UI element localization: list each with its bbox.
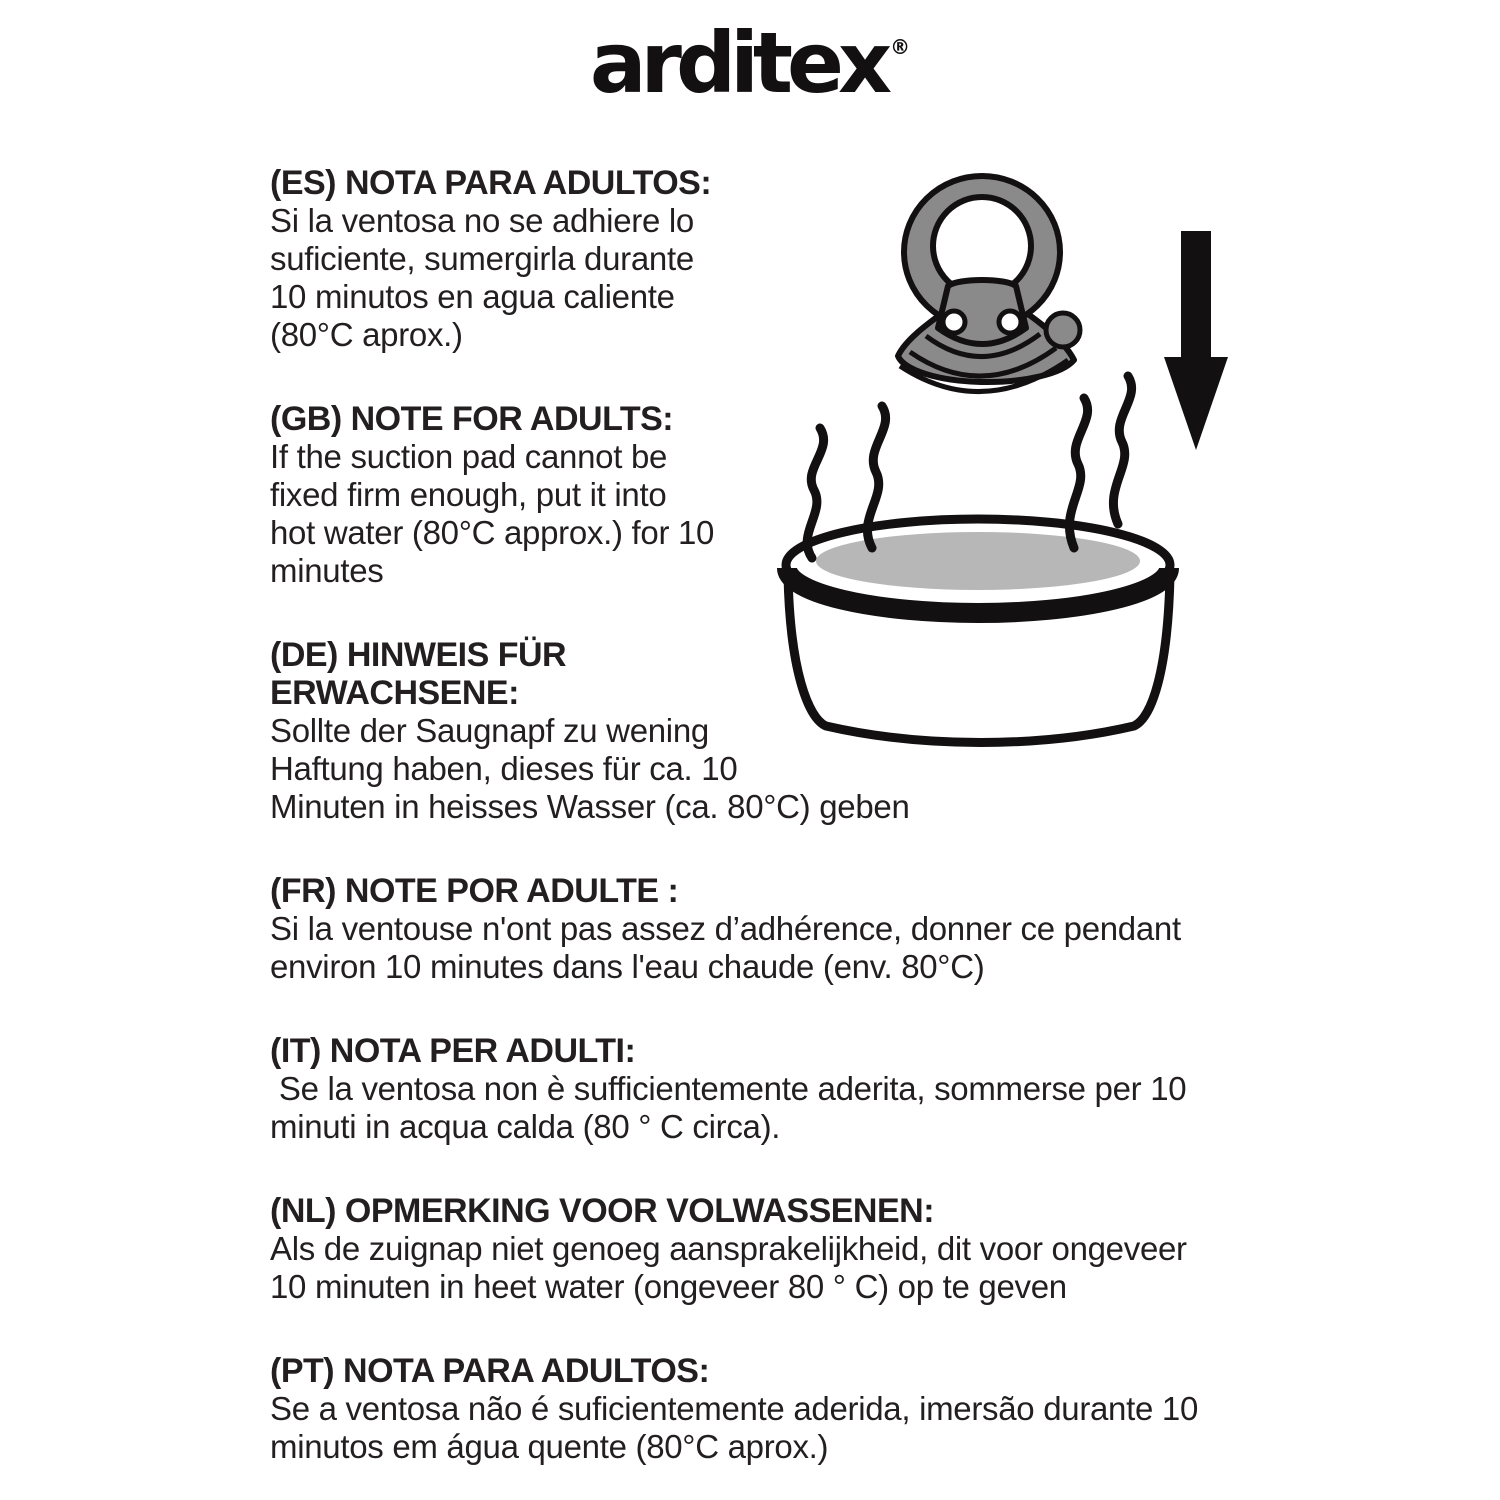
note-heading-line: (ES) NOTA PARA ADULTOS: — [270, 164, 712, 202]
pot-icon — [786, 519, 1170, 743]
note-section-pt — [270, 1352, 1285, 1466]
note-heading-line: (GB) NOTE FOR ADULTS: — [270, 400, 674, 438]
brand-logo — [0, 14, 1500, 112]
suction-cup-icon — [898, 176, 1080, 392]
note-body-line: hot water (80°C approx.) for 10 — [270, 514, 715, 551]
note-body-line: fixed firm enough, put it into — [270, 476, 667, 513]
note-section-fr — [270, 872, 1285, 986]
note-heading-line: ERWACHSENE: — [270, 674, 519, 712]
note-body-line: minutes — [270, 552, 384, 589]
note-body-line: Als de zuignap niet genoeg aansprakelijkheid, dit voor ongeveer — [270, 1230, 1187, 1267]
note-body-line: Minuten in heisses Wasser (ca. 80°C) geben — [270, 788, 910, 825]
note-body-line: Si la ventosa no se adhiere lo — [270, 202, 694, 239]
note-heading-line: (FR) NOTE POR ADULTE : — [270, 872, 679, 910]
note-body-line: If the suction pad cannot be — [270, 438, 668, 475]
down-arrow-icon — [1164, 231, 1228, 450]
note-body-line: suficiente, sumergirla durante — [270, 240, 694, 277]
note-body-line: Sollte der Saugnapf zu wening — [270, 712, 709, 749]
hot-water-instruction-illustration — [750, 150, 1280, 760]
note-body-line: Se la ventosa non è sufficientemente aderita, sommerse per 10 — [270, 1070, 1187, 1107]
note-body-line: environ 10 minutes dans l'eau chaude (env. 80°C) — [270, 948, 985, 985]
note-heading-line: (NL) OPMERKING VOOR VOLWASSENEN: — [270, 1192, 935, 1230]
note-heading-line: (IT) NOTA PER ADULTI: — [270, 1032, 636, 1070]
brand-logo-text: arditex — [589, 14, 887, 112]
note-body-line: minuti in acqua calda (80 ° C circa). — [270, 1108, 781, 1145]
note-heading-line: (DE) HINWEIS FÜR — [270, 636, 567, 674]
note-body-line: 10 minuten in heet water (ongeveer 80 ° C) op te geven — [270, 1268, 1067, 1305]
note-section-nl — [270, 1192, 1285, 1306]
note-body-line: Si la ventouse n'ont pas assez d’adhérence, donner ce pendant — [270, 910, 1181, 947]
note-body-line: 10 minutos en agua caliente — [270, 278, 675, 315]
note-body-line: minutos em água quente (80°C aprox.) — [270, 1428, 829, 1465]
note-heading-line: (PT) NOTA PARA ADULTOS: — [270, 1352, 710, 1390]
note-body-line: (80°C aprox.) — [270, 316, 463, 353]
note-section-it — [270, 1032, 1285, 1146]
registered-trademark-icon: ® — [890, 35, 911, 59]
note-body-line: Haftung haben, dieses für ca. 10 — [270, 750, 738, 787]
note-body-line: Se a ventosa não é suficientemente aderida, imersão durante 10 — [270, 1390, 1199, 1427]
